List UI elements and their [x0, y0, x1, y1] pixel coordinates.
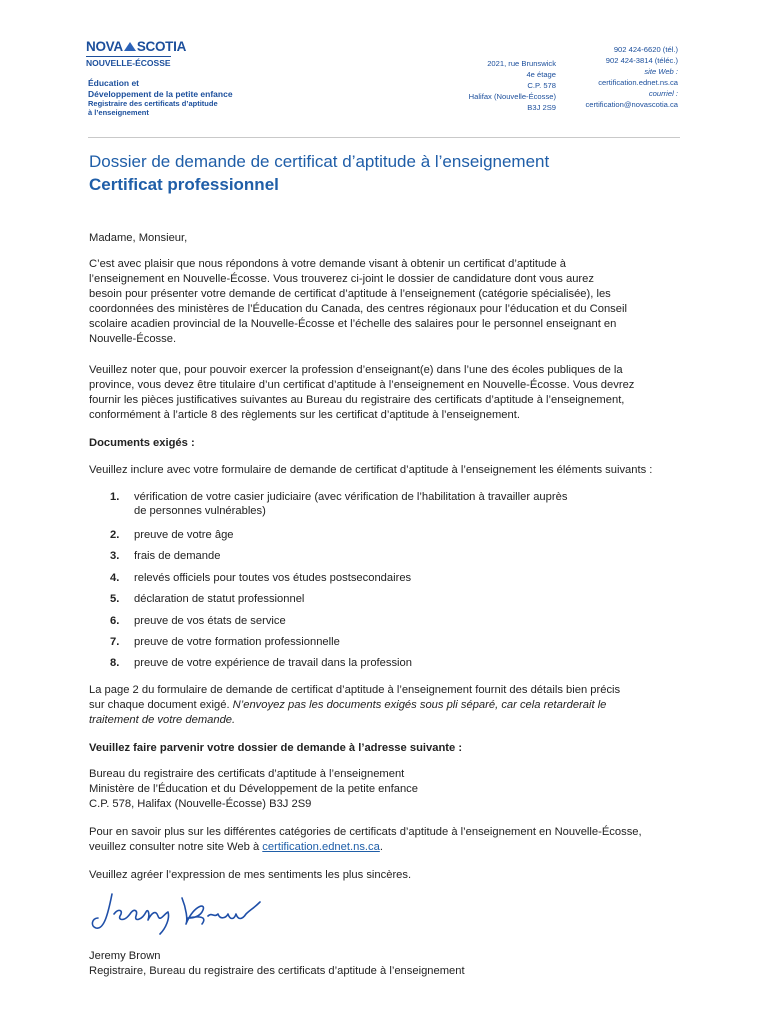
list-item	[110, 490, 654, 518]
list-item	[110, 656, 654, 670]
text-line: coordonnées des ministères de l’Éducation du Canada, des centres régionaux pour l’éducation et du Conseil	[89, 303, 627, 315]
list-item	[110, 571, 654, 585]
logo-text-scotia: SCOTIA	[136, 39, 187, 54]
logo-text-nova: NOVA	[86, 39, 123, 54]
dept-line-2: Développement de la petite enfance	[88, 88, 233, 99]
details-paragraph	[89, 683, 689, 728]
text-line: Pour en savoir plus sur les différentes catégories de certificats d’aptitude à l’enseignement en Nouvelle-Écosse,	[89, 826, 642, 838]
list-number: 6.	[110, 615, 120, 627]
list-item	[110, 592, 654, 606]
office-address	[440, 58, 556, 113]
signer-title: Registraire, Bureau du registraire des certificats d’aptitude à l’enseignement	[89, 965, 465, 977]
address-line: Halifax (Nouvelle-Écosse)	[468, 92, 556, 101]
address-line: Ministère de l’Éducation et du Développement de la petite enfance	[89, 783, 418, 795]
header-divider	[88, 137, 680, 138]
closing-line: Veuillez agréer l’expression de mes sentiments les plus sincères.	[89, 869, 412, 881]
dept-line-4: à l’enseignement	[88, 108, 149, 117]
text-line: scolaire acadien provincial de la Nouvelle-Écosse et l’échelle des salaires pour le personnel enseignant en	[89, 318, 617, 330]
leaf-icon	[124, 42, 136, 51]
mailing-address	[89, 767, 689, 812]
requirements-paragraph	[89, 363, 689, 423]
list-number: 1.	[110, 491, 120, 503]
department-block	[88, 78, 233, 117]
document-title: Dossier de demande de certificat d’aptitude à l’enseignement	[89, 152, 550, 171]
nova-scotia-logo	[86, 40, 186, 71]
text-line: sur chaque document exigé.	[89, 699, 233, 711]
text-line: .	[379, 841, 383, 853]
list-text: preuve de vos états de service	[134, 615, 286, 627]
send-heading: Veuillez faire parvenir votre dossier de demande à l’adresse suivante :	[89, 742, 463, 754]
address-line: Bureau du registraire des certificats d’aptitude à l’enseignement	[89, 768, 405, 780]
list-text: preuve de votre formation professionnelle	[134, 636, 340, 648]
salutation: Madame, Monsieur,	[89, 232, 188, 244]
text-line: C’est avec plaisir que nous répondons à votre demande visant à obtenir un certificat d’aptitude à	[89, 258, 566, 270]
phone-number: 902 424-6620 (tél.)	[613, 45, 678, 54]
text-line: besoin pour présenter votre demande de certificat d’aptitude à l’enseignement (catégorie spécialisée), les	[89, 288, 611, 300]
contact-block	[560, 44, 678, 110]
text-line: Nouvelle-Écosse.	[89, 333, 177, 345]
list-number: 3.	[110, 550, 120, 562]
list-number: 8.	[110, 657, 120, 669]
website-link[interactable]: certification.ednet.ns.ca	[262, 841, 380, 853]
text-line: province, vous devez être titulaire d’un certificat d’aptitude à l’enseignement en Nouvelle-Écosse. Vous devrez	[89, 379, 635, 391]
signer-name: Jeremy Brown	[89, 950, 161, 962]
address-line: C.P. 578	[527, 81, 556, 90]
list-text: frais de demande	[134, 550, 221, 562]
list-number: 2.	[110, 529, 120, 541]
text-line: La page 2 du formulaire de demande de certificat d’aptitude à l’enseignement fournit des détails bien précis	[89, 684, 621, 696]
email-address[interactable]: certification@novascotia.ca	[585, 100, 678, 109]
list-text: vérification de votre casier judiciaire (avec vérification de l’habilitation à travailler auprès	[134, 491, 568, 503]
list-text: relevés officiels pour toutes vos études postsecondaires	[134, 572, 412, 584]
list-item	[110, 549, 654, 563]
text-line: fournir les pièces justificatives suivantes au Bureau du registraire des certificats d’aptitude à l’enseignement,	[89, 394, 625, 406]
email-label: courriel :	[648, 89, 678, 98]
list-number: 7.	[110, 636, 120, 648]
address-line: C.P. 578, Halifax (Nouvelle-Écosse) B3J 2S9	[89, 798, 312, 810]
signature-image	[90, 884, 270, 944]
fax-number: 902 424-3814 (téléc.)	[605, 56, 678, 65]
text-line: l’enseignement en Nouvelle-Écosse. Vous trouverez ci-joint le dossier de candidature dont vous aurez	[89, 273, 594, 285]
text-line: Veuillez noter que, pour pouvoir exercer la profession d’enseignant(e) dans l’une des écoles publiques de la	[89, 364, 623, 376]
document-subtitle: Certificat professionnel	[89, 175, 279, 194]
list-number: 4.	[110, 572, 120, 584]
list-text-cont: de personnes vulnérables)	[134, 505, 266, 517]
list-text: déclaration de statut professionnel	[134, 593, 305, 605]
list-text: preuve de votre âge	[134, 529, 234, 541]
logo-subtitle: NOUVELLE-ÉCOSSE	[86, 58, 171, 68]
warning-text: N’envoyez pas les documents exigés sous pli séparé, car cela retarderait le	[232, 699, 607, 711]
list-text: preuve de votre expérience de travail dans la profession	[134, 657, 412, 669]
web-label: site Web :	[644, 67, 678, 76]
dept-line-3: Registraire des certificats d’aptitude	[88, 99, 218, 108]
text-line: veuillez consulter notre site Web à	[89, 841, 263, 853]
list-item	[110, 635, 654, 649]
web-address[interactable]: certification.ednet.ns.ca	[598, 78, 678, 87]
address-line: B3J 2S9	[527, 103, 556, 112]
address-line: 4e étage	[526, 70, 556, 79]
documents-intro: Veuillez inclure avec votre formulaire de demande de certificat d’aptitude à l’enseignement les éléments suivants :	[89, 464, 653, 476]
intro-paragraph	[89, 257, 689, 347]
dept-line-1: Éducation et	[88, 78, 140, 88]
warning-text-cont: traitement de votre demande.	[89, 714, 236, 726]
documents-heading: Documents exigés :	[89, 437, 195, 449]
address-line: 2021, rue Brunswick	[487, 59, 556, 68]
list-item	[110, 528, 654, 542]
more-info-paragraph	[89, 825, 689, 855]
list-item	[110, 614, 654, 628]
text-line: conformément à l’article 8 des règlements sur les certificat d’aptitude à l’enseignement.	[89, 409, 520, 421]
list-number: 5.	[110, 593, 120, 605]
